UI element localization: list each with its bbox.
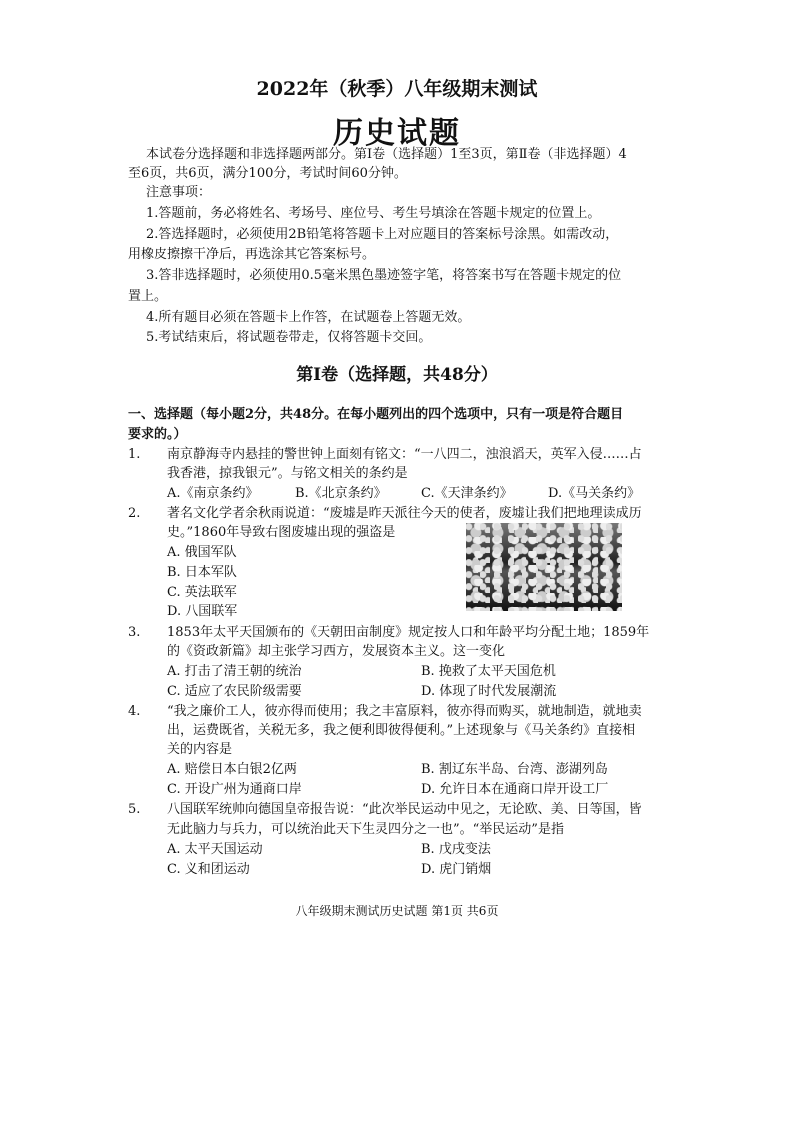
option-d: D. 允许日本在通商口岸开设工厂 xyxy=(421,782,609,797)
exam-title: 2022年（秋季）八年级期末测试 xyxy=(256,78,538,100)
option-d: D. 八国联军 xyxy=(167,604,238,619)
question-stem: 南京静海寺内悬挂的警世钟上面刻有铭文：“一八四二，浊浪滔天，英军入侵……占 xyxy=(167,447,642,462)
option-a: A. 俄国军队 xyxy=(167,545,237,560)
option-c: C. 适应了农民阶级需要 xyxy=(167,684,302,699)
option-a: A. 太平天国运动 xyxy=(167,842,263,857)
option-b: B. 割辽东半岛、台湾、澎湖列岛 xyxy=(421,762,608,777)
section-heading: 要求的。） xyxy=(128,427,187,442)
notice-item: 置上。 xyxy=(128,289,168,304)
option-d: D. 体现了时代发展潮流 xyxy=(421,684,557,699)
intro-line: 至6页，共6页，满分100分，考试时间60分钟。 xyxy=(128,166,407,181)
notice-item: 4.所有题目必须在答题卡上作答，在试题卷上答题无效。 xyxy=(146,310,471,325)
option-b: B.《北京条约》 xyxy=(295,486,387,501)
intro-line: 本试卷分选择题和非选择题两部分。第Ⅰ卷（选择题）1至3页，第Ⅱ卷（非选择题）4 xyxy=(146,147,627,162)
question-stem: 无此脑力与兵力，可以统治此天下生灵四分之一也”。“举民运动”是指 xyxy=(167,822,564,837)
option-c: C. 英法联军 xyxy=(167,585,237,600)
notice-item: 用橡皮擦擦干净后，再选涂其它答案标号。 xyxy=(128,247,376,262)
ruins-photo xyxy=(466,523,622,611)
question-stem: 我香港，掠我银元”。与铭文相关的条约是 xyxy=(167,466,408,481)
question-stem: 出，运费既省，关税无多，我之便利即彼得便利。”上述现象与《马关条约》直接相 xyxy=(167,723,636,738)
option-b: B. 挽救了太平天国危机 xyxy=(421,664,556,679)
option-a: A. 赔偿日本白银2亿两 xyxy=(167,762,297,777)
option-c: C. 开设广州为通商口岸 xyxy=(167,782,302,797)
question-stem: 关的内容是 xyxy=(167,742,233,757)
notice-title: 注意事项： xyxy=(146,185,212,200)
question-number: 5. xyxy=(128,802,141,817)
option-b: B. 戊戌变法 xyxy=(421,842,491,857)
option-b: B. 日本军队 xyxy=(167,565,237,580)
notice-item: 5.考试结束后，将试题卷带走，仅将答题卡交回。 xyxy=(146,330,432,345)
question-stem: 著名文化学者余秋雨说道：“废墟是昨天派往今天的使者，废墟让我们把地理读成历 xyxy=(167,506,642,521)
option-d: D. 虎门销烟 xyxy=(421,862,492,877)
section-heading: 一、选择题（每小题2分，共48分。在每小题列出的四个选项中，只有一项是符合题目 xyxy=(128,407,624,422)
question-stem: 的《资政新篇》却主张学习西方，发展资本主义。这一变化 xyxy=(167,644,506,659)
question-number: 3. xyxy=(128,625,141,640)
notice-item: 3.答非选择题时，必须使用0.5毫米黑色墨迹签字笔，将答案书写在答题卡规定的位 xyxy=(146,268,622,283)
option-c: C.《天津条约》 xyxy=(421,486,513,501)
question-stem: 1853年太平天国颁布的《天朝田亩制度》规定按人口和年龄平均分配土地；1859年 xyxy=(167,625,650,640)
page-footer: 八年级期末测试历史试题 第1页 共6页 xyxy=(295,904,499,918)
subject-title: 历史试题 xyxy=(333,116,461,151)
question-stem: 八国联军统帅向德国皇帝报告说：“此次举民运动中见之，无论欧、美、日等国，皆 xyxy=(167,802,642,817)
section-title: 第Ⅰ卷（选择题，共48分） xyxy=(296,365,498,385)
question-number: 2. xyxy=(128,506,141,521)
question-number: 1. xyxy=(128,447,141,462)
option-d: D.《马关条约》 xyxy=(548,486,641,501)
notice-item: 1.答题前，务必将姓名、考场号、座位号、考生号填涂在答题卡规定的位置上。 xyxy=(146,206,601,221)
option-a: A.《南京条约》 xyxy=(167,486,259,501)
question-number: 4. xyxy=(128,704,141,719)
option-c: C. 义和团运动 xyxy=(167,862,250,877)
question-stem: “我之廉价工人，彼亦得而使用；我之丰富原料，彼亦得而购买，就地制造，就地卖 xyxy=(167,704,642,719)
question-stem: 史。”1860年导致右图废墟出现的强盗是 xyxy=(167,525,396,540)
notice-item: 2.答选择题时，必须使用2B铅笔将答题卡上对应题目的答案标号涂黑。如需改动， xyxy=(146,227,619,242)
option-a: A. 打击了清王朝的统治 xyxy=(167,664,302,679)
